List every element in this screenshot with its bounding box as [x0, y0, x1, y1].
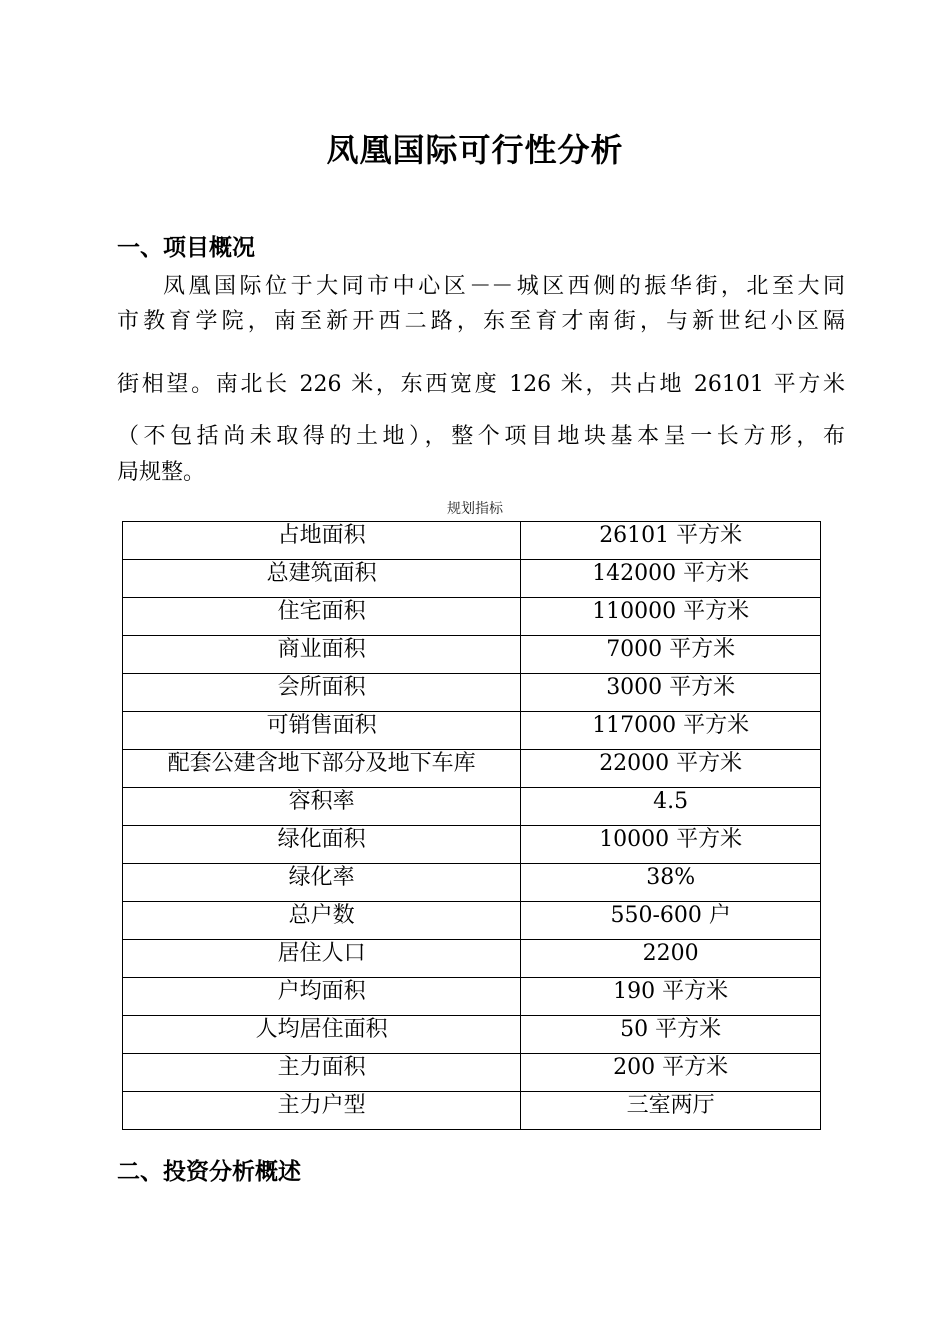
indicator-label: 主力户型 [123, 1092, 521, 1130]
indicator-value: 38% [521, 864, 821, 902]
table-row [123, 826, 821, 864]
indicator-value: 22000 平方米 [521, 750, 821, 788]
indicator-value: 200 平方米 [521, 1054, 821, 1092]
indicator-value: 4.5 [521, 788, 821, 826]
table-row [123, 636, 821, 674]
indicator-label: 占地面积 [123, 522, 521, 560]
indicator-value: 3000 平方米 [521, 674, 821, 712]
table-row [123, 788, 821, 826]
paragraph-line: 凤凰国际位于大同市中心区－－城区西侧的振华街，北至大同 [163, 274, 845, 299]
indicator-value: 50 平方米 [521, 1016, 821, 1054]
indicator-label: 主力面积 [123, 1054, 521, 1092]
planning-indicators-table-body [123, 522, 821, 1130]
paragraph-line: 市教育学院，南至新开西二路，东至育才南街，与新世纪小区隔 [117, 309, 845, 334]
indicator-label: 配套公建含地下部分及地下车库 [123, 750, 521, 788]
paragraph-line: （不包括尚未取得的土地），整个项目地块基本呈一长方形，布 [117, 424, 845, 449]
indicator-label: 容积率 [123, 788, 521, 826]
indicator-value: 110000 平方米 [521, 598, 821, 636]
table-row [123, 750, 821, 788]
paragraph-line: 局规整。 [117, 460, 206, 485]
indicator-value: 190 平方米 [521, 978, 821, 1016]
indicator-value: 10000 平方米 [521, 826, 821, 864]
indicator-value: 142000 平方米 [521, 560, 821, 598]
indicator-label: 绿化率 [123, 864, 521, 902]
indicator-value: 26101 平方米 [521, 522, 821, 560]
table-caption: 规划指标 [447, 501, 503, 517]
table-row [123, 864, 821, 902]
indicator-label: 人均居住面积 [123, 1016, 521, 1054]
paragraph-line: 街相望。南北长 226 米，东西宽度 126 米，共占地 26101 平方米 [117, 372, 845, 397]
table-row [123, 1092, 821, 1130]
section-heading-project-overview: 一、项目概况 [117, 235, 255, 261]
indicator-label: 住宅面积 [123, 598, 521, 636]
table-row [123, 560, 821, 598]
table-row [123, 978, 821, 1016]
table-row [123, 902, 821, 940]
section-heading-investment-analysis: 二、投资分析概述 [117, 1159, 301, 1185]
indicator-label: 总建筑面积 [123, 560, 521, 598]
planning-indicators-table [122, 521, 821, 1130]
indicator-label: 总户数 [123, 902, 521, 940]
indicator-value: 550-600 户 [521, 902, 821, 940]
indicator-value: 三室两厅 [521, 1092, 821, 1130]
table-row [123, 1054, 821, 1092]
document-title: 凤凰国际可行性分析 [326, 131, 624, 169]
indicator-label: 商业面积 [123, 636, 521, 674]
indicator-label: 绿化面积 [123, 826, 521, 864]
table-row [123, 674, 821, 712]
indicator-label: 户均面积 [123, 978, 521, 1016]
table-row [123, 712, 821, 750]
indicator-label: 居住人口 [123, 940, 521, 978]
table-row [123, 522, 821, 560]
indicator-value: 117000 平方米 [521, 712, 821, 750]
table-row [123, 598, 821, 636]
indicator-label: 可销售面积 [123, 712, 521, 750]
indicator-label: 会所面积 [123, 674, 521, 712]
table-row [123, 1016, 821, 1054]
indicator-value: 2200 [521, 940, 821, 978]
table-row [123, 940, 821, 978]
indicator-value: 7000 平方米 [521, 636, 821, 674]
